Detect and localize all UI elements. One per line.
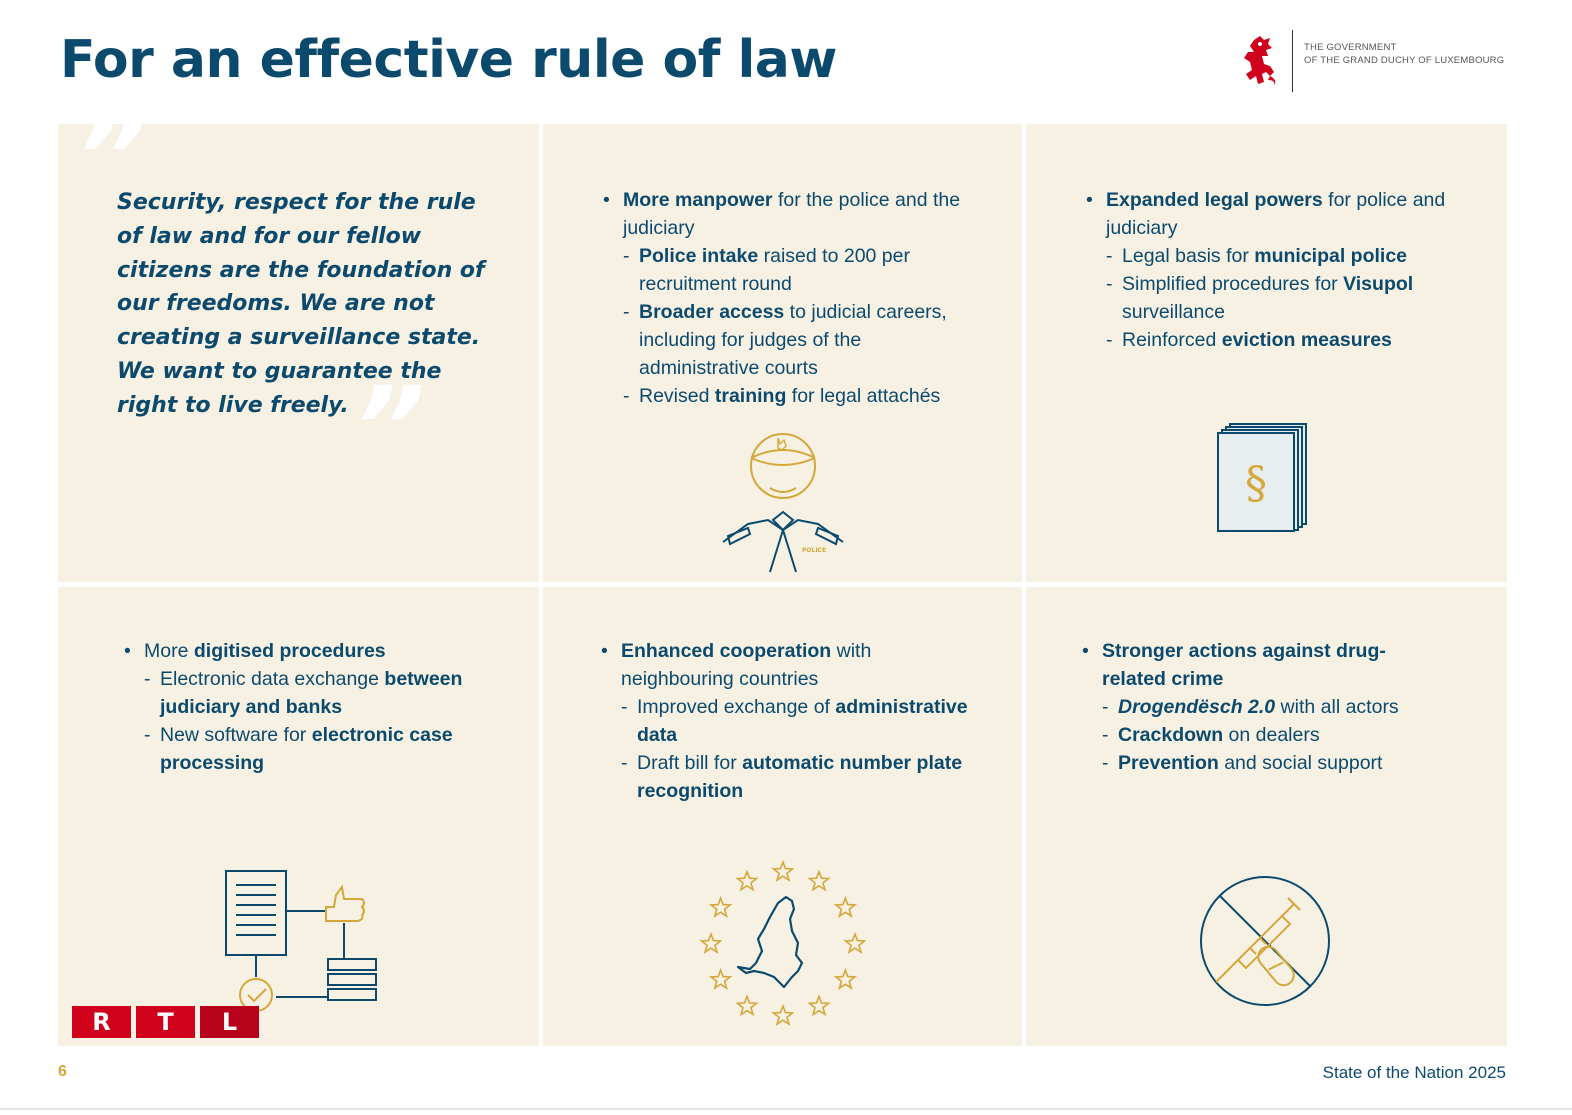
eu-star-icon [774,1006,793,1024]
rtl-letter: T [136,1006,195,1038]
list-item: • Expanded legal powers for police and judiciary - Legal basis for municipal police - Simplified procedures for Visupol surveillance - Reinforced eviction measures [1086,186,1466,354]
cooperation-list [601,637,981,805]
eu-star-icon [774,862,793,880]
eu-star-icon [810,872,829,890]
cooperation-panel [543,587,1022,1046]
eu-star-icon [846,934,865,952]
close-quote-mark: ” [354,363,425,491]
government-name [1304,41,1504,67]
list-item: - Draft bill for automatic number plate recognition [621,749,981,805]
list-item: - Revised training for legal attachés [623,382,983,410]
list-item: - New software for electronic case processing [144,721,504,777]
eu-stars-luxembourg-icon [698,859,868,1029]
list-item: • Stronger actions against drug-related crime - Drogendësch 2.0 with all actors - Crackdown on dealers - Prevention and social support [1082,637,1442,777]
manpower-list [603,186,983,410]
list-item: • Enhanced cooperation with neighbouring countries - Improved exchange of administrative data - Draft bill for automatic number plate recognition [601,637,981,805]
digitised-list [124,637,504,777]
quote-text: Security, respect for the rule of law and for our fellow citizens are the foundation of our freedoms. We are not creating a surveillance state. We want to guarantee the right to live freely. [117,190,485,418]
legal-powers-list [1086,186,1466,354]
rtl-watermark [72,1006,259,1038]
drug-crime-list [1082,637,1442,777]
red-lion-icon [1240,34,1282,88]
law-book-icon [1216,420,1316,532]
manpower-panel [543,124,1022,582]
list-item: - Improved exchange of administrative data [621,693,981,749]
page-number: 6 [58,1063,67,1080]
list-item: - Crackdown on dealers [1102,721,1442,749]
government-line-2: OF THE GRAND DUCHY OF LUXEMBOURG [1304,55,1505,66]
digital-process-icon [218,867,388,1017]
police-officer-icon [718,424,848,576]
list-item: - Drogendësch 2.0 with all actors [1102,693,1442,721]
logo-divider [1292,30,1293,92]
eu-star-icon [738,996,757,1014]
rtl-letter: L [200,1006,259,1038]
no-drugs-icon [1198,874,1332,1008]
eu-star-icon [738,872,757,890]
list-item: - Legal basis for municipal police [1106,242,1466,270]
bottom-divider [0,1108,1572,1110]
eu-star-icon [711,898,730,916]
list-item: - Prevention and social support [1102,749,1442,777]
open-quote-mark: ” [76,93,147,221]
document-title: State of the Nation 2025 [1322,1063,1506,1082]
list-item: - Broader access to judicial careers, including for judges of the administrative courts [623,298,983,382]
list-item: - Police intake raised to 200 per recruitment round [623,242,983,298]
list-item: - Reinforced eviction measures [1106,326,1466,354]
police-badge-label: POLICE [802,547,827,554]
list-item: • More digitised procedures - Electronic data exchange between judiciary and banks - New software for electronic case processing [124,637,504,777]
list-item: • More manpower for the police and the judiciary - Police intake raised to 200 per recruitment round - Broader access to judicial careers, including for judges of the administrative courts - Revised training for legal attachés [603,186,983,410]
drug-crime-panel [1026,587,1507,1046]
eu-star-icon [702,934,721,952]
digitised-procedures-panel [58,587,539,1046]
government-logo [1240,30,1530,94]
paragraph-symbol: § [1245,458,1267,509]
list-item: - Simplified procedures for Visupol surveillance [1106,270,1466,326]
rtl-letter: R [72,1006,131,1038]
government-line-1: THE GOVERNMENT [1304,42,1397,53]
eu-star-icon [810,996,829,1014]
eu-star-icon [711,970,730,988]
eu-star-icon [836,970,855,988]
page-title: For an effective rule of law [60,30,837,90]
legal-powers-panel [1026,124,1507,582]
list-item: - Electronic data exchange between judiciary and banks [144,665,504,721]
quote-panel [58,93,539,582]
eu-star-icon [836,898,855,916]
